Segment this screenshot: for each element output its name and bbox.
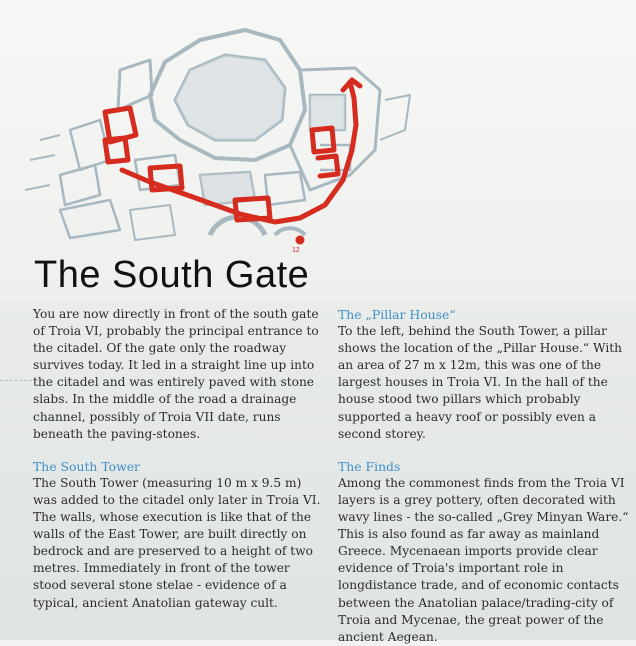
south-tower-heading: The South Tower — [33, 458, 140, 474]
right-column — [338, 306, 630, 646]
finds-heading: The Finds — [338, 458, 401, 474]
location-marker-icon — [296, 236, 305, 245]
page-title: The South Gate — [34, 254, 310, 296]
intro-paragraph: You are now directly in front of the south gate of Troia VI, probably the principal entrance to the citadel. Of the gate only the roadway survives today. It led in a straight line up into the citadel and was entirely paved with stone slabs. In the middle of the road a drainage channel, possibly of Troia VII date, runs beneath the paving-stones. — [33, 307, 319, 441]
south-tower-paragraph: The South Tower (measuring 10 m x 9.5 m) was added to the citadel only later in Troia VI. The walls, whose execution is like that of the walls of the East Tower, are built directly on bedrock and are preserved to a height of two metres. Immediately in front of the tower stood several stone stelae - evidence of a typical, ancient Anatolian gateway cult. — [33, 475, 321, 610]
finds-paragraph: Among the commonest finds from the Troia VI layers is a grey pottery, often decorated with wavy lines - the so-called „Grey Minyan Ware.“ This is also found as far away as mainland Greece. Mycenaean imports provide clear evidence of Troia's important role in longdistance trade, and of economic contacts between the Anatolian palace/trading-city of Troia and Mycenae, the great power of the ancient Aegean. — [338, 475, 629, 644]
map-marker-label: 12 — [292, 247, 300, 254]
edge-marker — [0, 380, 32, 382]
left-column — [33, 306, 323, 612]
pillar-house-heading: The „Pillar House“ — [338, 307, 456, 322]
pillar-house-paragraph: To the left, behind the South Tower, a pillar shows the location of the „Pillar House.“ With an area of 27 m x 12m, this was one of the largest houses in Troia VI. In the hall of the house stood two pillars which probably supported a heavy roof or possibly even a second storey. — [338, 324, 622, 441]
